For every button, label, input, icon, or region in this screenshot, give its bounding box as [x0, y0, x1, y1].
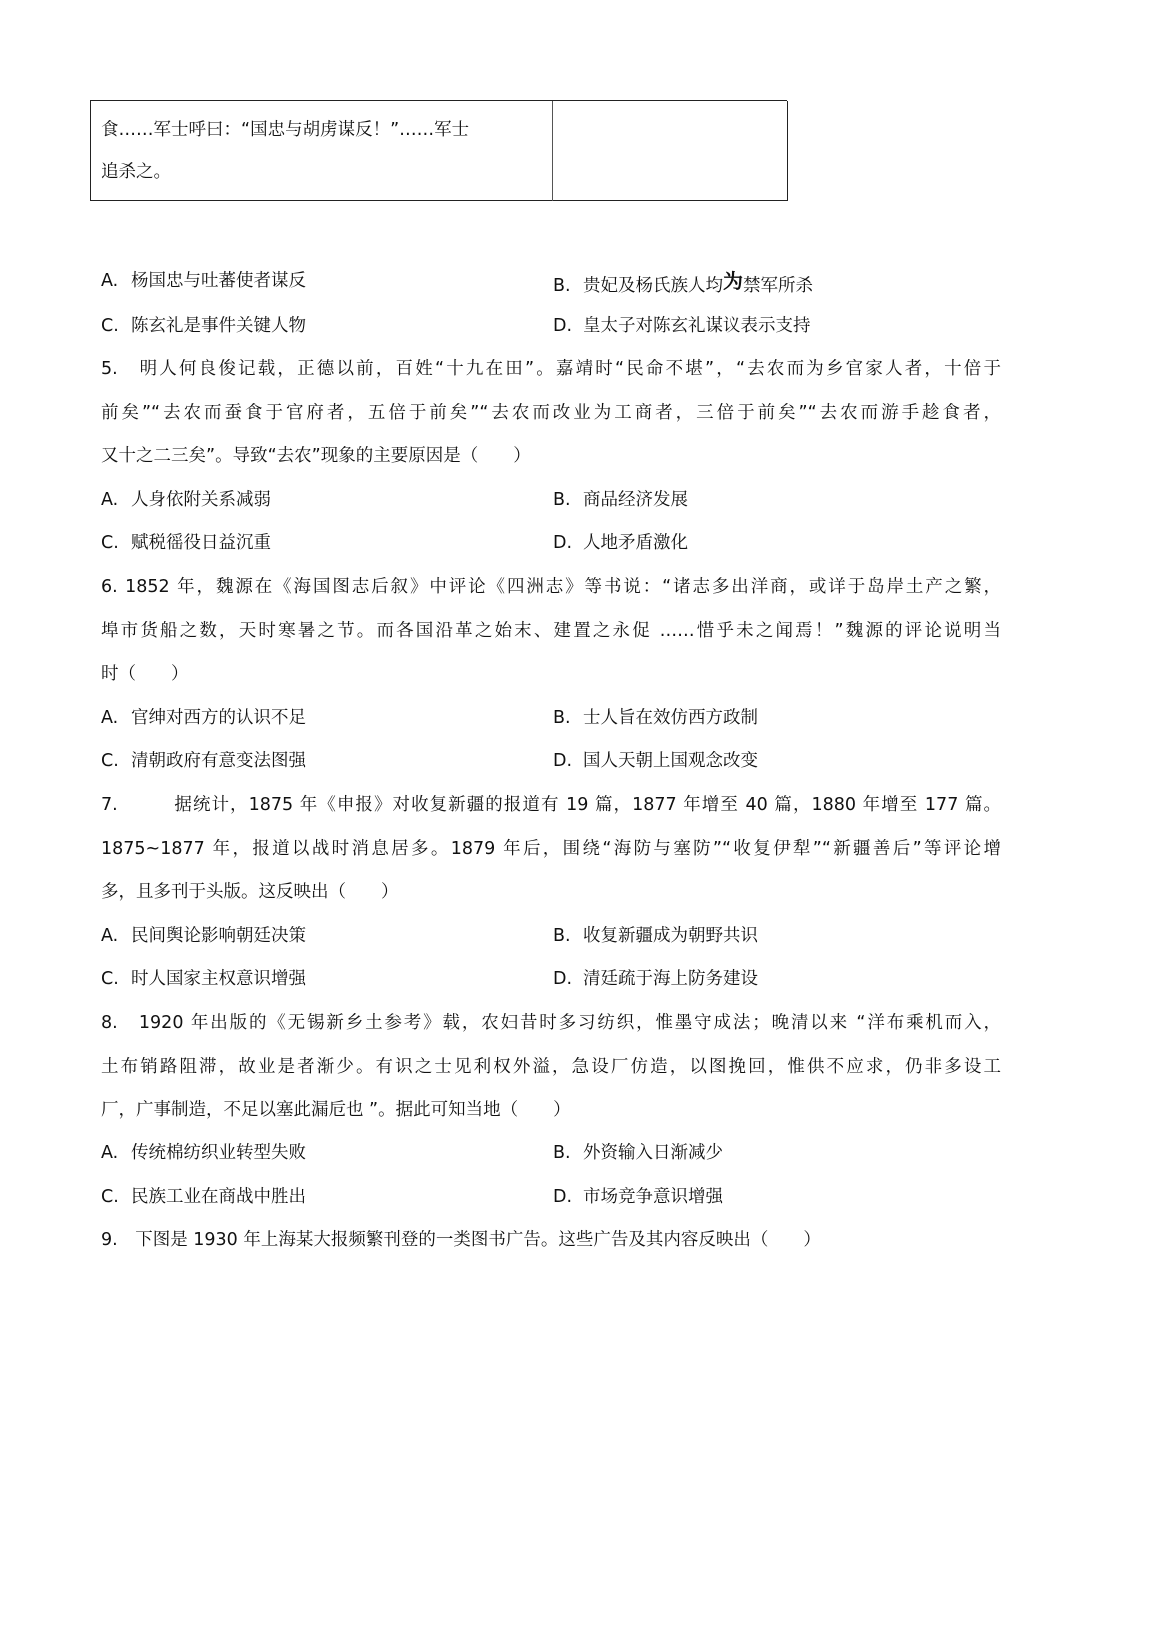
- option-key: B.: [553, 926, 571, 946]
- option-key: C.: [101, 533, 119, 553]
- option-text: 外资输入日渐减少: [583, 1143, 723, 1163]
- option-text: 国人天朝上国观念改变: [583, 751, 758, 771]
- q6-option-b: [553, 706, 758, 730]
- option-text: 赋税徭役日益沉重: [131, 533, 271, 553]
- option-text: 清朝政府有意变法图强: [131, 751, 306, 771]
- option-key: B.: [553, 490, 571, 510]
- option-key: A.: [101, 271, 119, 291]
- table-text-line: 追杀之。: [101, 162, 171, 182]
- option-key: B.: [553, 1143, 571, 1163]
- q6-stem-line: 6. 1852 年，魏源在《海国图志后叙》中评论《四洲志》等书说：“诸志多出洋商，或详于岛岸土产之繁，: [101, 577, 1001, 597]
- q7-option-a: [101, 924, 306, 948]
- option-key: A.: [101, 1143, 119, 1163]
- option-text: 时人国家主权意识增强: [131, 969, 306, 989]
- q8-option-d: [553, 1185, 723, 1209]
- option-key: D.: [553, 1187, 573, 1207]
- table-text-line: 食……军士呼曰：“国忠与胡虏谋反！”……军士: [101, 120, 470, 140]
- q8-stem-line: 土布销路阻滞，故业是者渐少。有识之士见利权外溢，急设厂仿造，以图挽回，惟供不应求，仍非多设工: [101, 1057, 1001, 1077]
- q8-option-c: [101, 1185, 306, 1209]
- quote-table: [90, 100, 787, 201]
- q8-stem-line: 厂，广事制造，不足以塞此漏卮也 ”。据此可知当地（ ）: [101, 1100, 571, 1120]
- option-key: A.: [101, 708, 119, 728]
- option-key: C.: [101, 969, 119, 989]
- q4-option-c: [101, 314, 306, 338]
- q6-option-d: [553, 749, 758, 773]
- option-text: 禁军所杀: [743, 276, 813, 296]
- q5-stem-line: 又十之二三矣”。导致“去农”现象的主要原因是（ ）: [101, 446, 531, 466]
- q5-option-a: [101, 488, 271, 512]
- q7-stem-line: 多，且多刊于头版。这反映出（ ）: [101, 882, 399, 902]
- q7-stem-line: 7. 据统计，1875 年《申报》对收复新疆的报道有 19 篇，1877 年增至 40 篇，1880 年增至 177 篇。: [101, 795, 1001, 815]
- q7-stem-line: 1875~1877 年，报道以战时消息居多。1879 年后，围绕“海防与塞防”“收复伊犁”“新疆善后”等评论增: [101, 839, 1001, 859]
- option-text: 杨国忠与吐蕃使者谋反: [131, 271, 306, 291]
- option-key: B.: [553, 276, 571, 296]
- q7-option-b: [553, 924, 758, 948]
- option-text: 市场竞争意识增强: [583, 1187, 723, 1207]
- q9-stem-line: 9. 下图是 1930 年上海某大报频繁刊登的一类图书广告。这些广告及其内容反映出（ ）: [101, 1230, 821, 1250]
- option-text: 人身依附关系减弱: [131, 490, 271, 510]
- option-key: C.: [101, 316, 119, 336]
- option-key: A.: [101, 926, 119, 946]
- option-text: 士人旨在效仿西方政制: [583, 708, 758, 728]
- option-text: 商品经济发展: [583, 490, 688, 510]
- option-text: 人地矛盾激化: [583, 533, 688, 553]
- q6-stem-line: 埠市货船之数，天时寒暑之节。而各国沿革之始末、建置之永促 ……惜乎未之闻焉！”魏源的评论说明当: [101, 621, 1001, 641]
- q4-option-b: [553, 269, 813, 298]
- option-text: 贵妃及杨氏族人均: [583, 276, 723, 296]
- option-text: 官绅对西方的认识不足: [131, 708, 306, 728]
- q6-option-c: [101, 749, 306, 773]
- option-text: 清廷疏于海上防务建设: [583, 969, 758, 989]
- option-key: D.: [553, 533, 573, 553]
- q5-option-b: [553, 488, 688, 512]
- option-text-big: 为: [723, 269, 743, 293]
- option-key: D.: [553, 316, 573, 336]
- option-text: 传统棉纺织业转型失败: [131, 1143, 306, 1163]
- option-key: C.: [101, 751, 119, 771]
- q5-stem-line: 5. 明人何良俊记载，正德以前，百姓“十九在田”。嘉靖时“民命不堪”，“去农而为乡官家人者，十倍于: [101, 359, 1001, 379]
- q6-stem-line: 时（ ）: [101, 664, 189, 684]
- option-text: 皇太子对陈玄礼谋议表示支持: [583, 316, 811, 336]
- q8-stem-line: 8. 1920 年出版的《无锡新乡土参考》载，农妇昔时多习纺织，惟墨守成法；晚清以来 “洋布乘机而入，: [101, 1013, 1001, 1033]
- q8-option-a: [101, 1141, 306, 1165]
- q8-option-b: [553, 1141, 723, 1165]
- option-text: 民族工业在商战中胜出: [131, 1187, 306, 1207]
- option-text: 收复新疆成为朝野共识: [583, 926, 758, 946]
- option-key: A.: [101, 490, 119, 510]
- option-key: C.: [101, 1187, 119, 1207]
- table-right-cell: [552, 101, 788, 201]
- q5-option-d: [553, 531, 688, 555]
- q5-option-c: [101, 531, 271, 555]
- q4-option-d: [553, 314, 811, 338]
- option-text: 陈玄礼是事件关键人物: [131, 316, 306, 336]
- q7-option-c: [101, 967, 306, 991]
- option-text: 民间舆论影响朝廷决策: [131, 926, 306, 946]
- q5-stem-line: 前矣”“去农而蚕食于官府者，五倍于前矣”“去农而改业为工商者，三倍于前矣”“去农而游手趁食者，: [101, 403, 1001, 423]
- q7-option-d: [553, 967, 758, 991]
- option-key: D.: [553, 969, 573, 989]
- option-key: D.: [553, 751, 573, 771]
- q6-option-a: [101, 706, 306, 730]
- q4-option-a: [101, 269, 306, 293]
- option-key: B.: [553, 708, 571, 728]
